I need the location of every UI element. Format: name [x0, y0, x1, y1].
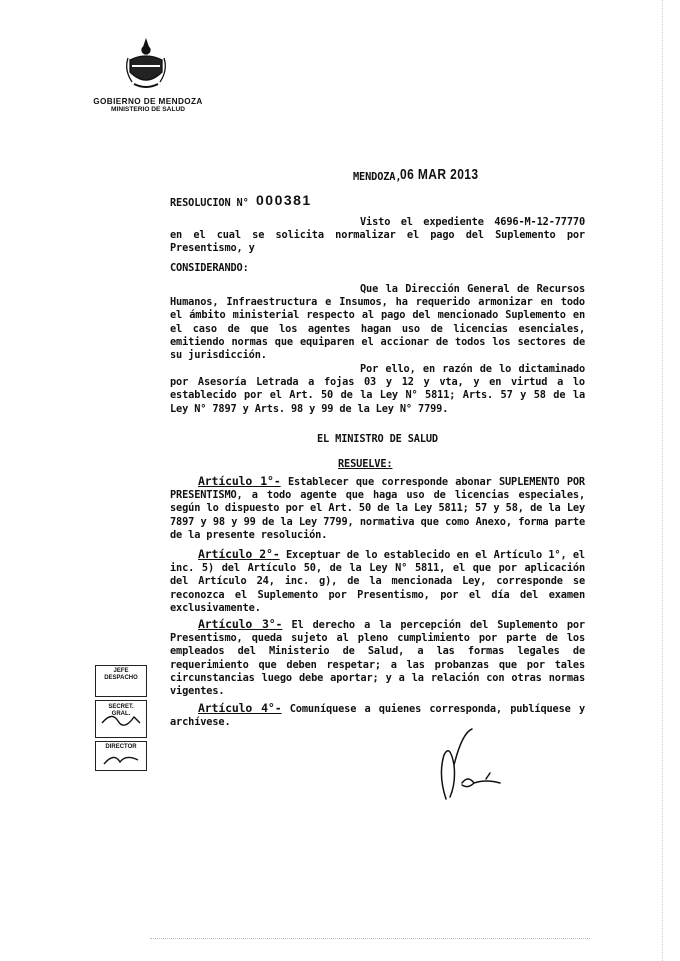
resolution-label: RESOLUCION N° — [170, 197, 249, 209]
stamp-secretario — [95, 700, 147, 738]
article-3-text: El derecho a la percepción del Suplemento por Presentismo, queda sujeto al pleno cumplimiento por parte de los empleados del Ministerio de Salud, a las formas legales de requerimiento que deben respetar; a las probanzas que por tales circunstancias luego debe aportar; y a la relación con otras normas vigentes. — [170, 619, 585, 698]
stamp-jefe-despacho — [95, 665, 147, 697]
article-4-text: Comuníquese a quienes corresponda, publíquese y archívese. — [170, 703, 585, 729]
considerando-paragraph-1: Que la Dirección General de Recursos Humanos, Infraestructura e Insumos, ha requerido armonizar en todo el ámbito ministerial respecto al pago del mencionado Suplemento en el caso de que los agentes hagan uso de licencias esenciales, emitiendo normas que equiparen el accionar de todos los sectores de su jurisdicción. — [170, 283, 585, 362]
article-2 — [170, 548, 585, 615]
article-1 — [170, 475, 585, 542]
considerando-title: CONSIDERANDO: — [170, 262, 249, 274]
article-4-title: Artículo 4°- — [198, 701, 282, 715]
stamp-director-label: DIRECTOR — [105, 744, 137, 750]
date-stamp: 06 MAR 2013 — [400, 166, 479, 183]
minister-title: EL MINISTRO DE SALUD — [317, 433, 438, 445]
date-place: MENDOZA, — [353, 171, 402, 183]
article-2-title: Artículo 2°- — [198, 547, 280, 561]
stamp-gral: GRAL. — [111, 711, 131, 717]
article-3 — [170, 618, 585, 698]
initials-scribble-icon — [98, 711, 144, 727]
resuelve-title: RESUELVE: — [338, 458, 393, 470]
minister-signature — [432, 725, 512, 805]
article-1-title: Artículo 1°- — [198, 474, 281, 488]
article-4 — [170, 702, 585, 729]
considerando-paragraph-2: Por ello, en razón de lo dictaminado por Asesoría Letrada a fojas 03 y 12 y vta, y en virtud a lo establecido por el Art. 50 de la Ley N° 5811; Arts. 57 y 58 de la Ley N° 7897 y Arts. 98 y 99 de la Ley N° 7799. — [170, 363, 585, 415]
stamp-jefe: JEFE — [113, 668, 129, 674]
article-3-title: Artículo 3°- — [198, 617, 283, 631]
stamp-despacho: DESPACHO — [104, 675, 138, 681]
stamp-secret: SECRET. — [108, 704, 134, 710]
article-2-text: Exceptuar de lo establecido en el Artículo 1°, el inc. 5) del Artículo 50, de la Ley N° 5811, el que por aplicación del Artículo 24, inc. g), de la mencionada Ley, corresponde se reconozca el Suplemento por Presentismo, por el día del examen exclusivamente. — [170, 549, 585, 614]
stamp-director — [95, 741, 147, 771]
resolution-number: 000381 — [256, 192, 312, 208]
coat-of-arms-emblem — [122, 38, 170, 92]
visto-paragraph: Visto el expediente 4696-M-12-77770 en el cual se solicita normalizar el pago del Suplemento por Presentismo, y — [170, 216, 585, 255]
header-government: GOBIERNO DE MENDOZA — [93, 97, 203, 106]
article-1-text: Establecer que corresponde abonar SUPLEMENTO POR PRESENTISMO, a todo agente que haga uso de licencias especiales, según lo dispuesto por el Art. 50 de la Ley 5811; 57 y 58, de la Ley 7897 y 98 y 99 de la Ley 7799, normativa que como Anexo, forma parte de la presente resolución. — [170, 476, 585, 541]
initials-scribble-icon-2 — [98, 750, 144, 768]
header-ministry: MINISTERIO DE SALUD — [111, 106, 185, 113]
scan-right-edge — [662, 0, 663, 961]
scan-edge-line — [150, 938, 590, 939]
